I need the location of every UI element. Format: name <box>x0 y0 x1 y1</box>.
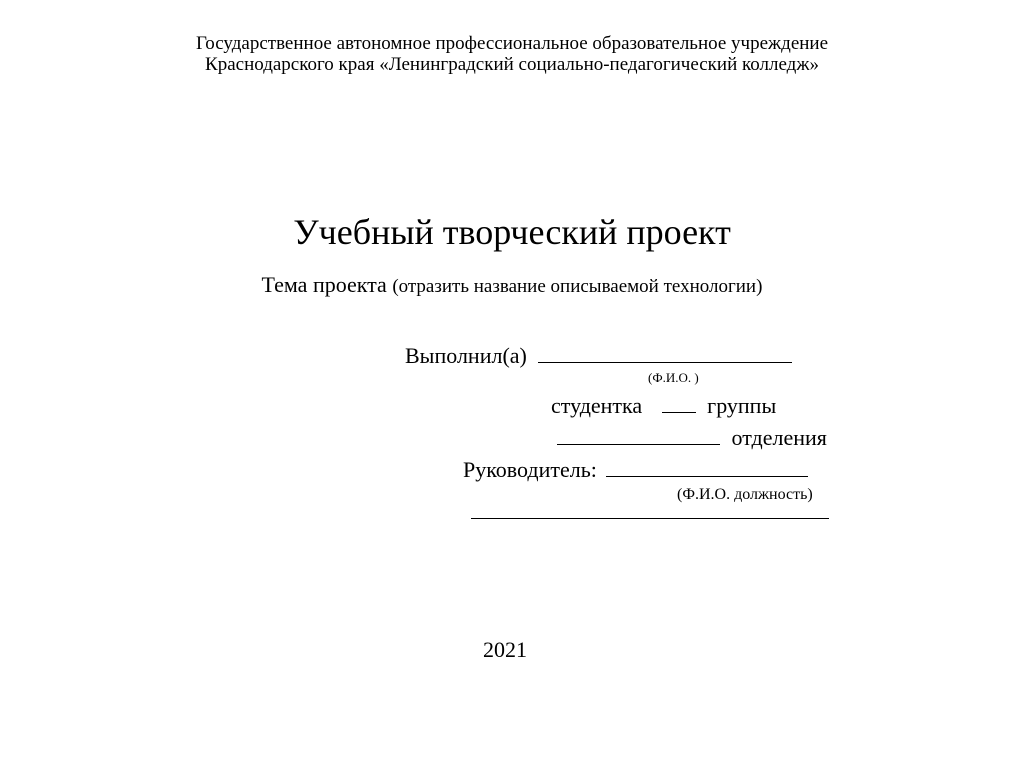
supervisor-name-blank <box>606 458 808 477</box>
department-name-blank <box>557 426 720 445</box>
performer-row <box>405 342 792 370</box>
group-number-blank <box>662 394 696 413</box>
supervisor-position-blank <box>471 518 829 519</box>
supervisor-label: Руководитель: <box>463 457 597 482</box>
performer-name-blank <box>538 344 792 363</box>
supervisor-caption: (Ф.И.О. должность) <box>677 486 813 503</box>
institution-line-1: Государственное автономное профессиональное образовательное учреждение <box>195 33 829 54</box>
document-title: Учебный творческий проект <box>293 212 731 252</box>
institution-line-2: Краснодарского края «Ленинградский социально-педагогический колледж» <box>205 54 819 75</box>
supervisor-row <box>463 456 808 484</box>
topic-hint: (отразить название описываемой технологии) <box>392 276 763 297</box>
topic-label: Тема проекта <box>261 272 387 297</box>
student-group-row <box>551 392 776 420</box>
department-suffix: отделения <box>731 425 827 450</box>
department-row <box>557 424 827 452</box>
performer-label: Выполнил(а) <box>405 343 527 368</box>
project-topic <box>0 270 1024 302</box>
document-year: 2021 <box>483 637 527 662</box>
student-prefix: студентка <box>551 393 643 418</box>
performer-caption: (Ф.И.О. ) <box>648 370 699 385</box>
student-suffix: группы <box>707 393 777 418</box>
